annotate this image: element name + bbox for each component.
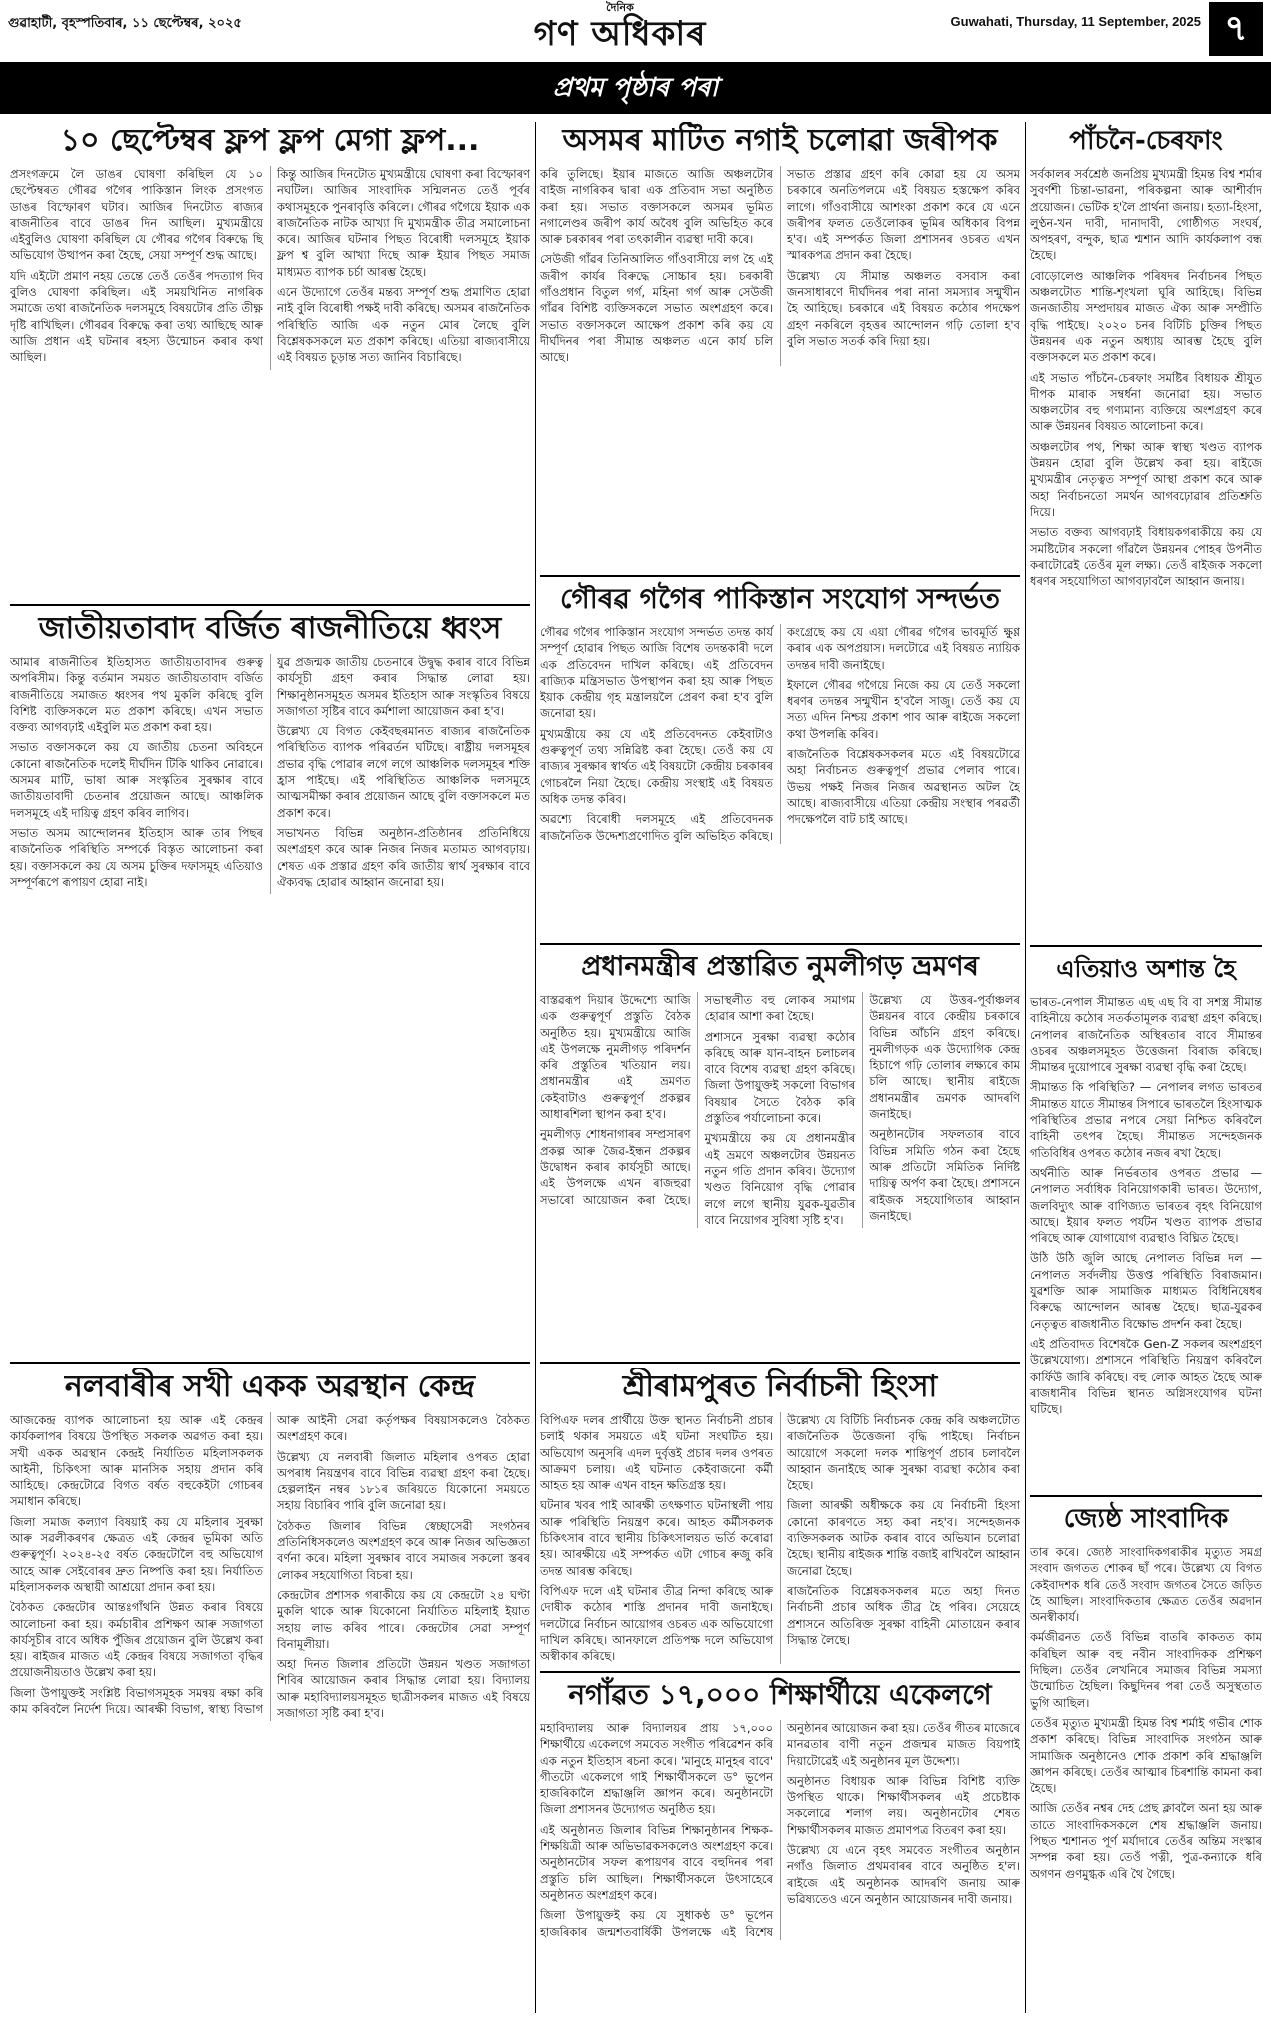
divider	[1030, 945, 1262, 947]
masthead	[0, 0, 1271, 60]
article-paragraph: অঞ্চলটোৰ পথ, শিক্ষা আৰু স্বাস্থ্য খণ্ডত ব্যাপক উন্নয়ন হোৱা বুলি উল্লেখ কৰা হয়। ৰাইজে মুখ্যমন্ত্ৰীৰ নেতৃত্বত সম্পূৰ্ণ আস্থা প্ৰকাশ কৰে আৰু অহা নিৰ্বাচনতো সমৰ্থন আগবঢ়োৱাৰ প্ৰতিশ্ৰুতি দিয়ে।	[1030, 439, 1262, 519]
article-paragraph: যুৱ প্ৰজন্মক জাতীয় চেতনাৰে উদ্বুদ্ধ কৰাৰ বাবে বিভিন্ন কাৰ্যসূচী গ্ৰহণ কৰাৰ সিদ্ধান্ত লোৱা হয়। শিক্ষানুষ্ঠানসমূহত অসমৰ ইতিহাস আৰু সংস্কৃতিৰ বিষয়ে সজাগতা সৃষ্টিৰ বাবে কৰ্মশালা আয়োজন কৰা হ'ব।	[277, 655, 530, 718]
article-paragraph: সভাত বক্তব্য আগবঢ়াই বিধায়কগৰাকীয়ে কয় যে সমষ্টিটোৰ সকলো গাঁৱলৈ উন্নয়নৰ পোহৰ উপনীত কৰাটোৱেই তেওঁৰ মূল লক্ষ্য। তেওঁ ৰাইজক সকলো ধৰণৰ সহযোগিতা আগবঢ়াবলৈ আহ্বান জনায়।	[1030, 525, 1262, 589]
article-paragraph: এই অনুষ্ঠানত জিলাৰ বিভিন্ন শিক্ষানুষ্ঠানৰ শিক্ষক-শিক্ষয়িত্ৰী আৰু অভিভাৱকসকলেও অংশগ্ৰহণ কৰে। অনুষ্ঠানটোৰ সফল ৰূপায়ণৰ বাবে বহুদিনৰ পৰা প্ৰস্তুতি চলি আছিল। শিক্ষাৰ্থীসকলে উৎসাহেৰে অনুষ্ঠানত অংশগ্ৰহণ কৰে।	[540, 1822, 773, 1902]
article-paragraph: অনুষ্ঠানটোৰ সফলতাৰ বাবে বিভিন্ন সমিতি গঠন কৰা হৈছে আৰু প্ৰতিটো সমিতিক নিৰ্দিষ্ট দায়িত্ব অৰ্পণ কৰা হৈছে। প্ৰশাসনে ৰাইজক সহযোগিতাৰ আহ্বান জনাইছে।	[869, 1127, 1020, 1223]
article-panchoi	[1030, 122, 1262, 942]
article-body	[1030, 166, 1262, 593]
article-body	[540, 1412, 1020, 1664]
article-paragraph: সভাখনত বিভিন্ন অনুষ্ঠান-প্ৰতিষ্ঠানৰ প্ৰতিনিধিয়ে অংশগ্ৰহণ কৰে আৰু নিজৰ নিজৰ মতামত আগবঢ়ায়। শেষত এক প্ৰস্তাৱ গ্ৰহণ কৰি জাতীয় স্বাৰ্থ সুৰক্ষাৰ বাবে ঐক্যবদ্ধ হোৱাৰ আহ্বান জনোৱা হয়।	[277, 825, 530, 889]
article-headline: এতিয়াও অশান্ত হৈ	[1056, 955, 1236, 983]
divider	[540, 1671, 1020, 1673]
article-paragraph: কৰি তুলিছে। ইয়াৰ মাজতে আজি অঞ্চলটোৰ বাইজ নাগৰিকৰ দ্বাৰা এক প্ৰতিবাদ সভা অনুষ্ঠিত কৰা হয়। সভাত বক্তাসকলে অসমৰ ভূমিত নগালেণ্ডৰ জৰীপ কাৰ্য অবৈধ বুলি অভিহিত কৰে আৰু চৰকাৰৰ পৰা তৎকালীন ব্যৱস্থা দাবী কৰে।	[540, 167, 773, 247]
article-paragraph: কিন্তু আজিৰ দিনটোত মুখ্যমন্ত্ৰীয়ে ঘোষণা কৰা বিস্ফোৰণ নঘটিল। আজিৰ সাংবাদিক সন্মিলনত তেওঁ পূৰ্বৰ কথাসমূহকে পুনৰাবৃত্তি কৰিলে। গৌৰৱ গগৈয়ে ইয়াক এক ৰাজনৈতিক নাটক আখ্যা দি মুখ্যমন্ত্ৰীক তীব্ৰ সমালোচনা কৰে। আজিৰ ঘটনাৰ পিছত বিৰোধী দলসমূহে ইয়াক ফ্লপ শ্ব বুলি আখ্যা দিছে আৰু ইয়াৰ পিছত সমাজ মাধ্যমত ব্যাপক চৰ্চা আৰম্ভ হৈছে।	[277, 167, 530, 279]
divider	[1030, 1495, 1262, 1497]
article-paragraph: প্ৰশাসনে সুৰক্ষা ব্যৱস্থা কঠোৰ কৰিছে আৰু যান-বাহন চলাচলৰ বাবে বিশেষ ব্যৱস্থা গ্ৰহণ কৰিছে। জিলা উপায়ুক্তই সকলো বিভাগৰ বিষয়াৰ সৈতে বৈঠক কৰি প্ৰস্তুতিৰ পৰ্যালোচনা কৰে।	[704, 1029, 856, 1126]
article-body	[540, 624, 1020, 844]
article-paragraph: নুমলীগড় শোধনাগাৰৰ সম্প্ৰসাৰণ প্ৰকল্প আৰু জৈৱ-ইন্ধন প্ৰকল্পৰ উদ্বোধন কৰাৰ কাৰ্যসূচী আছে। এই উপলক্ষে এখন ৰাজহুৱা সভাৰো আয়োজন কৰা হৈছে। সভাস্থলীত বহু লোকৰ সমাগম হোৱাৰ আশা কৰা হৈছে।	[540, 993, 856, 1207]
article-senior-journalist	[1030, 1500, 1262, 2013]
masthead-date-left: গুৱাহাটী, বৃহস্পতিবাৰ, ১১ ছেপ্টেম্বৰ, ২০২৫	[8, 16, 242, 31]
article-paragraph: সভাত প্ৰস্তাৱ গ্ৰহণ কৰি কোৱা হয় যে অসম চৰকাৰে অনতিপলমে এই বিষয়ত হস্তক্ষেপ কৰিব লাগে। গাঁওবাসীয়ে আশংকা প্ৰকাশ কৰে যে এনে জৰীপৰ ফলত তেওঁলোকৰ ভূমিৰ অধিকাৰ বিপন্ন হ'ব। এই সম্পৰ্কত জিলা প্ৰশাসনৰ ওচৰত এখন স্মাৰকপত্ৰ প্ৰদান কৰা হৈছে।	[787, 167, 1020, 263]
page-number: ৭	[1209, 2, 1263, 56]
article-paragraph: বাস্তৱৰূপ দিয়াৰ উদ্দেশ্যে আজি এক গুৰুত্বপূৰ্ণ প্ৰস্তুতি বৈঠক অনুষ্ঠিত হয়। মুখ্যমন্ত্ৰীয়ে আজি এই উপলক্ষে নুমলীগড় পৰিদৰ্শন কৰি প্ৰস্তুতিৰ খতিয়ান লয়। প্ৰধানমন্ত্ৰীৰ এই ভ্ৰমণত কেইবাটাও গুৰুত্বপূৰ্ণ প্ৰকল্পৰ আধাৰশিলা স্থাপন কৰা হ'ব।	[540, 993, 691, 1122]
article-paragraph: উল্লেখ্য যে নলবাৰী জিলাত মহিলাৰ ওপৰত হোৱা অপৰাধ নিয়ন্ত্ৰণৰ বাবে বিভিন্ন ব্যৱস্থা গ্ৰহণ কৰা হৈছে। হেল্পলাইন নম্বৰ ১৮১ৰ জৰিয়তে যিকোনো সময়তে সহায় বিচাৰিব পাৰি বুলি জনোৱা হয়।	[277, 1449, 530, 1513]
article-paragraph: অৱশ্যে বিৰোধী দলসমূহে এই প্ৰতিবেদনক ৰাজনৈতিক উদ্দেশ্যপ্ৰণোদিত বুলি অভিহিত কৰিছে। কংগ্ৰেছে কয় যে এয়া গৌৰৱ গগৈৰ ভাবমূৰ্তি ক্ষুণ্ণ কৰাৰ এক অপপ্ৰয়াস। দলটোৱে এই বিষয়ত ন্যায়িক তদন্তৰ দাবী জনাইছে।	[540, 625, 1020, 843]
article-body	[10, 1412, 530, 1721]
article-headline: প্ৰধানমন্ত্ৰীৰ প্ৰস্তাৱিত নুমলীগড় ভ্ৰমণৰ	[581, 951, 979, 982]
article-paragraph: যদি এইটো প্ৰমাণ নহয় তেন্তে তেওঁ তেওঁৰ পদত্যাগ দিব বুলিও ঘোষণা কৰিছিল। এই সময়খিনিত নাগৰিক সমাজে তথা ৰাজনৈতিক দলসমূহে বিষয়টোৰ প্ৰতি তীক্ষ্ণ দৃষ্টি ৰাখিছিল। গৌৰৱৰ বিৰুদ্ধে কৰা তথ্য আছিছে আৰু আজি প্ৰধান এই ঘটনাৰ ৰহস্য উন্মোচন কৰাৰ কথা আছিল।	[10, 268, 263, 365]
article-paragraph: তেওঁৰ মৃত্যুত মুখ্যমন্ত্ৰী হিমন্ত বিশ্ব শৰ্মাই গভীৰ শোক প্ৰকাশ কৰিছে। বিভিন্ন সাংবাদিক সংগঠন আৰু সামাজিক অনুষ্ঠানেও শোক প্ৰকাশ কৰি শ্ৰদ্ধাঞ্জলি জ্ঞাপন কৰিছে। তেওঁৰ আত্মাৰ চিৰশান্তি কামনা কৰা হৈছে।	[1030, 1715, 1262, 1796]
article-body	[10, 166, 530, 370]
divider	[540, 943, 1020, 945]
article-paragraph: ভাৰত-নেপাল সীমান্তত এছ এছ বি বা সশস্ত্ৰ সীমান্ত বাহিনীয়ে কঠোৰ সতৰ্কতামূলক ব্যৱস্থা গ্ৰহণ কৰিছে। নেপালৰ ৰাজনৈতিক অস্থিৰতাৰ বাবে সীমান্তৰ ওচৰৰ অঞ্চলসমূহত উত্তেজনা বিৰাজ কৰিছে। সীমান্তৰ দুয়োপাৰে সুৰক্ষা ব্যৱস্থা বৃদ্ধি কৰা হৈছে।	[1030, 995, 1262, 1075]
article-body	[540, 166, 1020, 366]
article-headline: শ্ৰীৰামপুৰত নিৰ্বাচনী হিংসা	[622, 1369, 938, 1404]
article-paragraph: জিলা আৰক্ষী অধীক্ষকে কয় যে নিৰ্বাচনী হিংসা কোনো কাৰণতে সহ্য কৰা নহ'ব। সন্দেহজনক ব্যক্তিসকলক আটক কৰাৰ বাবে অভিযান চলোৱা হৈছে। স্থানীয় ৰাইজক শান্তি বজাই ৰাখিবলৈ আহ্বান জনোৱা হৈছে।	[787, 1498, 1020, 1578]
article-paragraph: কেন্দ্ৰটোৰ প্ৰশাসক গৰাকীয়ে কয় যে কেন্দ্ৰটো ২৪ ঘণ্টা মুকলি থাকে আৰু যিকোনো নিৰ্যাতিত মহিলাই ইয়াত সহায় লাভ কৰিব পাৰে। কেন্দ্ৰটোৰ সেৱা সম্পূৰ্ণ বিনামূলীয়া।	[277, 1587, 530, 1651]
article-paragraph: জিলা সমাজ কল্যাণ বিষয়াই কয় যে মহিলাৰ সুৰক্ষা আৰু সৱলীকৰণৰ ক্ষেত্ৰত এই কেন্দ্ৰৰ ভূমিকা অতি গুৰুত্বপূৰ্ণ। ২০২৪-২৫ বৰ্ষত কেন্দ্ৰটোলৈ বহু অভিযোগ আহে আৰু সেইবোৰৰ দ্ৰুত নিষ্পত্তি কৰা হয়। নিৰ্যাতিত মহিলাসকলক অস্থায়ী আশ্ৰয়ো প্ৰদান কৰা হয়।	[10, 1514, 263, 1594]
paper-tagline: দৈনিক	[606, 1, 634, 14]
divider	[540, 575, 1020, 577]
article-paragraph: বিপিএফ দলৰ প্ৰাৰ্থীয়ে উক্ত স্থানত নিৰ্বাচনী প্ৰচাৰ চলাই থকাৰ সময়তে এই ঘটনা সংঘটিত হয়। অভিযোগ অনুসৰি এদল দুৰ্বৃত্তই প্ৰচাৰ দলৰ ওপৰত আক্ৰমণ চলায়। এই ঘটনাত কেইবাজনো কৰ্মী আহত হয় আৰু এখন বাহন ক্ষতিগ্ৰস্ত হয়।	[540, 1413, 773, 1493]
article-paragraph: এনে উদ্যোগে তেওঁৰ মন্তব্য সম্পূৰ্ণ শুদ্ধ প্ৰমাণিত হোৱা নাই বুলি বিৰোধী পক্ষই দাবী কৰিছে। অসমৰ ৰাজনৈতিক পৰিস্থিতি আজি এক নতুন মোৰ লৈছে বুলি বিশ্লেষকসকলে মত প্ৰকাশ কৰিছে। এতিয়া ৰাজ্যবাসীয়ে এই বিষয়ত চূড়ান্ত সত্য জানিব বিচাৰিছে।	[277, 285, 530, 365]
article-paragraph: আমাৰ ৰাজনীতিৰ ইতিহাসত জাতীয়তাবাদৰ গুৰুত্ব অপৰিসীম। কিন্তু বৰ্তমান সময়ত জাতীয়তাবাদ বৰ্জিত ৰাজনীতিয়ে সমাজত ধ্বংসৰ পথ মুকলি কৰিছে বুলি বিশিষ্ট ব্যক্তিসকলে মত প্ৰকাশ কৰিছে। এখন সভাত বক্তব্য আগবঢ়াই এইবুলি মত প্ৰকাশ কৰা হয়।	[10, 655, 263, 735]
article-paragraph: মুখ্যমন্ত্ৰীয়ে কয় যে এই প্ৰতিবেদনত কেইবাটাও গুৰুত্বপূৰ্ণ তথ্য সন্নিৱিষ্ট কৰা হৈছে। তেওঁ কয় যে ৰাজ্যৰ সুৰক্ষাৰ স্বাৰ্থত এই বিষয়টো কেন্দ্ৰীয় চৰকাৰৰ গোচৰলৈ নিয়া হৈছে। কেন্দ্ৰীয় সংস্থাই এই বিষয়ত অধিক তদন্ত কৰিব।	[540, 726, 773, 806]
article-paragraph: বৈঠকত কেন্দ্ৰটোৰ আন্তঃগাঁথনি উন্নত কৰাৰ বিষয়ে আলোচনা কৰা হয়। কৰ্মচাৰীৰ প্ৰশিক্ষণ আৰু সজাগতা কাৰ্যসূচীৰ বাবে অধিক পুঁজিৰ প্ৰয়োজন বুলি উল্লেখ কৰা হয়। ৰাইজৰ মাজত এই কেন্দ্ৰৰ বিষয়ে সজাগতা বৃদ্ধিৰ প্ৰয়োজনীয়তাও উল্লেখ কৰা হয়।	[10, 1600, 263, 1680]
article-paragraph: বোড়োলেণ্ড আঞ্চলিক পৰিষদৰ নিৰ্বাচনৰ পিছত অঞ্চলটোত শান্তি-শৃংখলা ঘূৰি আহিছে। বিভিন্ন জনজাতীয় সম্প্ৰদায়ৰ মাজত ঐক্য আৰু সম্প্ৰীতি বৃদ্ধি পাইছে। ২০২০ চনৰ বিটিচি চুক্তিৰ পিছত উন্নয়নৰ এক নতুন অধ্যায় আৰম্ভ হৈছে বুলি বক্তাসকলে মত প্ৰকাশ কৰে।	[1030, 268, 1262, 365]
article-paragraph: উঠি উঠি জুলি আছে নেপালত বিভিন্ন দল — নেপালত সৰ্বদলীয় উত্তপ্ত পৰিস্থিতি বিৰাজমান। যুৱশক্তি আৰু সামাজিক মাধ্যমত বিধিনিষেধৰ বিৰুদ্ধে আন্দোলন আৰম্ভ হৈছে। ছাত্ৰ-যুৱকৰ নেতৃত্বত ৰাজধানীত বিক্ষোভ প্ৰদৰ্শন কৰা হৈছে।	[1030, 1251, 1262, 1331]
article-paragraph: বিপিএফ দলে এই ঘটনাৰ তীব্ৰ নিন্দা কৰিছে আৰু দোষীক কঠোৰ শাস্তি প্ৰদানৰ দাবী জনাইছে। দলটোৱে নিৰ্বাচন আয়োগৰ ওচৰত এক অভিযোগো দাখিল কৰিছে। আনফালে প্ৰতিপক্ষ দলে অভিযোগ অস্বীকাৰ কৰিছে।	[540, 1583, 773, 1664]
article-paragraph: সভাত বক্তাসকলে কয় যে জাতীয় চেতনা অবিহনে কোনো ৰাজনৈতিক দলেই দীৰ্ঘদিন টিকি থাকিব নোৱাৰে। অসমৰ মাটি, ভাষা আৰু সংস্কৃতিৰ সুৰক্ষাৰ বাবে জাতীয়তাবাদী চেতনাৰ প্ৰয়োজন আছে। আঞ্চলিক দলসমূহে এই দায়িত্ব গ্ৰহণ কৰিব লাগিব।	[10, 740, 263, 820]
article-paragraph: উল্লেখ্য যে সীমান্ত অঞ্চলত বসবাস কৰা জনসাধাৰণে দীৰ্ঘদিনৰ পৰা নানা সমস্যাৰ সন্মুখীন হৈ আহিছে। চৰকাৰে এই বিষয়ত কঠোৰ পদক্ষেপ গ্ৰহণ নকৰিলে বৃহত্তৰ আন্দোলন গঢ়ি তোলা হ'ব বুলি সভাত সতৰ্ক কৰি দিয়া হয়।	[787, 268, 1020, 348]
article-paragraph: আজকেন্দ্ৰ ব্যাপক আলোচনা হয় আৰু এই কেন্দ্ৰৰ কাৰ্যকলাপৰ বিষয়ে উপস্থিত সকলক অৱগত কৰা হয়। সখী একক অৱস্থান কেন্দ্ৰই নিৰ্যাতিত মহিলাসকলক আইনী, চিকিৎসা আৰু মানসিক সহায় প্ৰদান কৰি আহিছে। কেন্দ্ৰটোৱে বিগত বৰ্ষত বহুকেইটা গোচৰৰ সমাধান কৰিছে।	[10, 1413, 263, 1509]
article-headline: জাতীয়তাবাদ বৰ্জিত ৰাজনীতিয়ে ধ্বংস	[38, 611, 502, 646]
section-title: প্ৰথম পৃষ্ঠাৰ পৰা	[0, 62, 1271, 114]
article-paragraph: উল্লেখ্য যে বিগত কেইবছৰমানত ৰাজ্যৰ ৰাজনৈতিক পৰিস্থিতিত ব্যাপক পৰিৱৰ্তন ঘটিছে। ৰাষ্ট্ৰীয় দলসমূহৰ প্ৰভাৱ বৃদ্ধি পোৱাৰ লগে লগে আঞ্চলিক দলসমূহৰ শক্তি হ্ৰাস পাইছে। এই পৰিস্থিতিত আঞ্চলিক দলসমূহে আত্মসমীক্ষা কৰাৰ প্ৰয়োজন আছে বুলি বক্তাসকলে মত প্ৰকাশ কৰে।	[277, 724, 530, 820]
article-paragraph: সৰ্বকালৰ সৰ্বশ্ৰেষ্ঠ জনপ্ৰিয় মুখ্যমন্ত্ৰী হিমন্ত বিশ্ব শৰ্মাৰ সুবৰ্ণশী চিন্তা-ভাৱনা, পৰিকল্পনা আৰু আশীৰ্বাদ প্ৰয়োজন। ভেটিক হ'লৈ প্ৰাৰ্থনা জনায়। হত্যা-হিংসা, লুণ্ঠন-খন দাবী, দানাদাবী, গোষ্ঠীগত সংঘৰ্ষ, অপহৰণ, বন্দুক, ছাত্ৰ শ্মশান আদি কাৰ্যকলাপ বন্ধ হৈছে।	[1030, 167, 1262, 263]
divider	[10, 604, 530, 606]
article-headline: ১০ ছেপ্টেম্বৰ ফ্লপ ফ্লপ মেগা ফ্লপ...	[60, 123, 480, 158]
article-body	[540, 1720, 1020, 1940]
paper-name: গণ অধিকাৰ	[533, 14, 707, 54]
article-body	[1030, 994, 1262, 1421]
article-body	[540, 992, 1020, 1228]
masthead-date-right: Guwahati, Thursday, 11 September, 2025	[950, 14, 1201, 29]
article-paragraph: অনুষ্ঠানত বিধায়ক আৰু বিভিন্ন বিশিষ্ট ব্যক্তি উপস্থিত থাকে। শিক্ষাৰ্থীসকলৰ এই প্ৰচেষ্টাক সকলোৱে শলাগ লয়। অনুষ্ঠানটোৰ শেষত শিক্ষাৰ্থীসকলৰ মাজত প্ৰমাণপত্ৰ বিতৰণ কৰা হয়।	[787, 1773, 1020, 1837]
divider	[540, 1362, 1020, 1364]
article-paragraph: জিলা উপায়ুক্তই সংশ্লিষ্ট বিভাগসমূহক সমন্বয় ৰক্ষা কৰি কাম কৰিবলৈ নিৰ্দেশ দিয়ে। আৰক্ষী বিভাগ, স্বাস্থ্য বিভাগ আৰু আইনী সেৱা কৰ্তৃপক্ষৰ বিষয়াসকলেও বৈঠকত অংশগ্ৰহণ কৰে।	[10, 1413, 530, 1717]
article-paragraph: মুখ্যমন্ত্ৰীয়ে কয় যে প্ৰধানমন্ত্ৰীৰ এই ভ্ৰমণে অঞ্চলটোৰ উন্নয়নত নতুন গতি প্ৰদান কৰিব। উদ্যোগ খণ্ডত বিনিয়োগ বৃদ্ধি পোৱাৰ লগে লগে স্থানীয় যুৱক-যুৱতীৰ বাবে নিয়োগৰ সুবিধা সৃষ্টি হ'ব।	[704, 1131, 856, 1227]
article-body	[10, 654, 530, 894]
article-headline: নলবাৰীৰ সখী একক অৱস্থান কেন্দ্ৰ	[64, 1369, 476, 1404]
article-paragraph: সীমান্তত কি পৰিস্থিতি? — নেপালৰ লগত ভাৰতৰ সীমান্তত যাতে সীমান্তৰ সিপাৰে ভাৰতলৈ হিংসাত্মক পৰিস্থিতিৰ প্ৰভাৱ নপৰে সেয়া নিশ্চিত কৰিবলৈ বাহিনী তৎপৰ হৈছে। সীমান্তত সন্দেহজনক গতিবিধিৰ ওপৰত কঠোৰ নজৰ ৰখা হৈছে।	[1030, 1080, 1262, 1160]
article-paragraph: আজি তেওঁৰ নশ্বৰ দেহ প্ৰেছ ক্লাবলৈ অনা হয় আৰু তাতে সাংবাদিকসকলে শেষ শ্ৰদ্ধাঞ্জলি জনায়। পিছত শ্মশানত পূৰ্ণ মৰ্যাদাৰে তেওঁৰ অন্তিম সংস্কাৰ সম্পন্ন কৰা হয়। তেওঁ পত্নী, পুত্ৰ-কন্যাকে ধৰি অগণন গুণমুগ্ধক এৰি থৈ গৈছে।	[1030, 1801, 1262, 1881]
article-paragraph: বৈঠকত জিলাৰ বিভিন্ন স্বেচ্ছাসেৱী সংগঠনৰ প্ৰতিনিধিসকলেও অংশগ্ৰহণ কৰে আৰু নিজৰ অভিজ্ঞতা বৰ্ণনা কৰে। মহিলা সুৰক্ষাৰ বাবে সমাজৰ সকলো স্তৰৰ লোকৰ সহযোগিতা বিচৰা হয়।	[277, 1518, 530, 1582]
article-body	[1030, 1544, 1262, 1886]
article-paragraph: এই প্ৰতিবাদত বিশেষকৈ Gen-Z সকলৰ অংশগ্ৰহণ উল্লেখযোগ্য। প্ৰশাসনে পৰিস্থিতি নিয়ন্ত্ৰণ কৰিবলৈ কাৰ্ফিউ জাৰি কৰিছে। বহু লোক আহত হৈছে আৰু ৰাজধানীৰ বিভিন্ন স্থানত অগ্নিসংযোগৰ ঘটনা ঘটিছে।	[1030, 1336, 1262, 1417]
article-gaurav	[540, 580, 1020, 940]
article-paragraph: উল্লেখ্য যে উত্তৰ-পূৰ্বাঞ্চলৰ উন্নয়নৰ বাবে কেন্দ্ৰীয় চৰকাৰে বিভিন্ন আঁচনি গ্ৰহণ কৰিছে। নুমলীগড়ক এক উদ্যোগিক কেন্দ্ৰ হিচাপে গঢ়ি তোলাৰ লক্ষ্যৰে কাম চলি আছে। স্থানীয় ৰাইজে প্ৰধানমন্ত্ৰীৰ ভ্ৰমণক আদৰণি জনাইছে।	[869, 993, 1020, 1122]
article-paragraph: জিলা উপায়ুক্তই কয় যে সুধাকণ্ঠ ড° ভূপেন হাজৰিকাৰ জন্মশতবাৰ্ষিকী উপলক্ষে এই বিশেষ অনুষ্ঠানৰ আয়োজন কৰা হয়। তেওঁৰ গীতৰ মাজেৰে মানৱতাৰ বাণী নতুন প্ৰজন্মৰ মাজত বিয়পাই দিয়াটোৱেই এই অনুষ্ঠানৰ মূল উদ্দেশ্য।	[540, 1721, 1020, 1939]
article-headline: পাঁচনৈ-চেৰফাং	[1069, 126, 1223, 156]
article-jatiyotabad	[10, 610, 530, 1360]
article-paragraph: উল্লেখ্য যে বিটিচি নিৰ্বাচনক কেন্দ্ৰ কৰি অঞ্চলটোত ৰাজনৈতিক উত্তেজনা বৃদ্ধি পাইছে। নিৰ্বাচন আয়োগে সকলো দলক শান্তিপূৰ্ণ প্ৰচাৰ চলাবলৈ আহ্বান জনাইছে আৰু সুৰক্ষা ব্যৱস্থা কঠোৰ কৰা হৈছে।	[787, 1413, 1020, 1493]
article-paragraph: মহাবিদ্যালয় আৰু বিদ্যালয়ৰ প্ৰায় ১৭,০০০ শিক্ষাৰ্থীয়ে একেলগে সমবেত সংগীত পৰিৱেশন কৰি এক নতুন ইতিহাস ৰচনা কৰে। 'মানুহে মানুহৰ বাবে' গীতটো একেলগে গাই শিক্ষাৰ্থীসকলে ড° ভূপেন হাজৰিকালৈ শ্ৰদ্ধাঞ্জলি জ্ঞাপন কৰে। অনুষ্ঠানটো জিলা প্ৰশাসনৰ উদ্যোগত অনুষ্ঠিত হয়।	[540, 1721, 773, 1817]
article-flop	[10, 122, 530, 602]
column-divider	[535, 122, 536, 2013]
masthead-logo	[480, 2, 760, 54]
article-headline: নগাঁৱত ১৭,০০০ শিক্ষাৰ্থীয়ে একেলগে	[568, 1678, 992, 1711]
article-paragraph: ৰাজনৈতিক বিশ্লেষকসকলৰ মতে অহা দিনত নিৰ্বাচনী প্ৰচাৰ অধিক তীব্ৰ হৈ পৰিব। সেয়েহে প্ৰশাসনে অতিৰিক্ত সুৰক্ষা বাহিনী মোতায়েন কৰাৰ সিদ্ধান্ত লৈছে।	[787, 1583, 1020, 1647]
article-headline: অসমৰ মাটিত নগাই চলোৱা জৰীপক	[562, 123, 998, 158]
divider	[10, 1362, 530, 1364]
article-paragraph: এই সভাত পাঁচনৈ-চেৰফাং সমষ্টিৰ বিধায়ক শ্ৰীযুত দীপক মাৰাক সম্বৰ্ধনা জনোৱা হয়। সভাত অঞ্চলটোৰ বহু গণ্যমান্য ব্যক্তিয়ে অংশগ্ৰহণ কৰে আৰু উন্নয়নৰ বিষয়ত আলোচনা কৰে।	[1030, 370, 1262, 434]
article-paragraph: অৰ্থনীতি আৰু নিৰ্ভৰতাৰ ওপৰত প্ৰভাৱ — নেপালত সৰ্বাধিক বিনিয়োগকাৰী ভাৰত। উদ্যোগ, জলবিদ্যুৎ আৰু বাণিজ্যত ভাৰতৰ বৃহৎ বিনিয়োগ আছে। ইয়াৰ ফলত পৰ্যটন খণ্ডত ব্যাপক প্ৰভাৱ পৰিছে আৰু যোগাযোগ ব্যৱস্থাও বিঘ্নিত হৈছে।	[1030, 1165, 1262, 1246]
article-numaligarh	[540, 948, 1020, 1358]
article-nolbari	[10, 1368, 530, 2013]
article-paragraph: ঘটনাৰ খবৰ পাই আৰক্ষী তৎক্ষণাত ঘটনাস্থলী পায় আৰু পৰিস্থিতি নিয়ন্ত্ৰণ কৰে। আহত কৰ্মীসকলক চিকিৎসাৰ বাবে স্থানীয় চিকিৎসালয়ত ভৰ্তি কৰোৱা হয়। আৰক্ষীয়ে এই সম্পৰ্কত এটা গোচৰ ৰুজু কৰি তদন্ত আৰম্ভ কৰিছে।	[540, 1498, 773, 1578]
article-paragraph: সভাত অসম আন্দোলনৰ ইতিহাস আৰু তাৰ পিছৰ ৰাজনৈতিক পৰিস্থিতি সম্পৰ্কে বিস্তৃত আলোচনা কৰা হয়। বক্তাসকলে কয় যে অসম চুক্তিৰ দফাসমূহ এতিয়াও সম্পূৰ্ণৰূপে ৰূপায়ণ হোৱা নাই।	[10, 825, 263, 889]
column-divider	[1025, 122, 1026, 2013]
article-srirampur	[540, 1368, 1020, 1668]
article-seventeen-thousand	[540, 1676, 1020, 2013]
article-paragraph: ৰাজনৈতিক বিশ্লেষকসকলৰ মতে এই বিষয়টোৱে অহা নিৰ্বাচনত গুৰুত্বপূৰ্ণ প্ৰভাৱ পেলাব পাৰে। উভয় পক্ষই নিজৰ নিজৰ অৱস্থানত অটল হৈ আছে। ৰাজ্যবাসীয়ে এতিয়া কেন্দ্ৰীয় সংস্থাৰ পৰৱৰ্তী পদক্ষেপলৈ বাট চাই আছে।	[787, 747, 1020, 827]
article-paragraph: তাৰ কৰে। জ্যেষ্ঠ সাংবাদিকগৰাকীৰ মৃত্যুত সমগ্ৰ সংবাদ জগতত শোকৰ ছাঁ পৰে। উল্লেখ্য যে বিগত কেইবাদশক ধৰি তেওঁ সংবাদ জগতৰ সৈতে জড়িত হৈ আছিল। সাংবাদিকতাৰ ক্ষেত্ৰত তেওঁৰ অৱদান অনস্বীকাৰ্য।	[1030, 1545, 1262, 1625]
article-paragraph: প্ৰসংগক্ৰমে লৈ ডাঙৰ ঘোষণা কৰিছিল যে ১০ ছেপ্টেম্বৰত গৌৰৱ গগৈৰ পাকিস্তান লিংক প্ৰসংগত ডাঙৰ বিস্ফোৰণ ঘটাব। আজিৰ দিনটোত ৰাজ্যৰ ৰাজনীতিৰ বাবে ডাঙৰ দিন আছিল। মুখ্যমন্ত্ৰীয়ে এইবুলিও ঘোষণা কৰিছিল যে গৌৰৱ গগৈৰ বিৰুদ্ধে ছি অভিযোগ উত্থাপন কৰা হৈছে, সেয়া সম্পূৰ্ণ শুদ্ধ আছে।	[10, 167, 263, 263]
article-paragraph: অহা দিনত জিলাৰ প্ৰতিটো উন্নয়ন খণ্ডত সজাগতা শিবিৰ আয়োজন কৰাৰ সিদ্ধান্ত লোৱা হয়। বিদ্যালয় আৰু মহাবিদ্যালয়সমূহত ছাত্ৰীসকলৰ মাজত এই বিষয়ে সজাগতা সৃষ্টি কৰা হ'ব।	[277, 1657, 530, 1721]
article-paragraph: সেউজী গাঁৱৰ তিনিআলিত গাঁওবাসীয়ে লগ হৈ এই জৰীপ কাৰ্যৰ বিৰুদ্ধে সোচ্চাৰ হয়। চৰকাৰী গাঁওপ্ৰধান বিতুল গৰ্গ, মহিনা গৰ্গ আৰু সেউজী গাঁৱৰ বিশিষ্ট ব্যক্তিসকলে সভাত অংশগ্ৰহণ কৰে। সভাত বক্তাসকলে আক্ষেপ প্ৰকাশ কৰি কয় যে দীৰ্ঘদিনৰ পৰা সীমান্ত অঞ্চলত এনে কাৰ্য চলি আছে।	[540, 252, 773, 365]
article-paragraph: ইফালে গৌৰৱ গগৈয়ে নিজে কয় যে তেওঁ সকলো ধৰণৰ তদন্তৰ সন্মুখীন হ'বলৈ সাজু। তেওঁ কয় যে সত্য এদিন নিশ্চয় প্ৰকাশ পাব আৰু ৰাইজে সকলো কথা উপলব্ধি কৰিব।	[787, 677, 1020, 741]
article-ashanta	[1030, 950, 1262, 1490]
article-headline: জ্যেষ্ঠ সাংবাদিক	[1063, 1504, 1229, 1534]
article-jorip	[540, 122, 1020, 572]
article-paragraph: উল্লেখ্য যে এনে বৃহৎ সমবেত সংগীতৰ অনুষ্ঠান নগাঁও জিলাত প্ৰথমবাৰৰ বাবে অনুষ্ঠিত হ'ল। ৰাইজে এই অনুষ্ঠানক আদৰণি জনায় আৰু ভৱিষ্যতেও এনে অনুষ্ঠান আয়োজনৰ দাবী জনায়।	[787, 1843, 1020, 1906]
article-headline: গৌৰৱ গগৈৰ পাকিস্তান সংযোগ সন্দৰ্ভত	[559, 582, 1001, 615]
article-paragraph: গৌৰৱ গগৈৰ পাকিস্তান সংযোগ সন্দৰ্ভত তদন্ত কাৰ্য সম্পূৰ্ণ হোৱাৰ পিছত আজি বিশেষ তদন্তকাৰী দলে এক প্ৰতিবেদন দাখিল কৰিছে। এই প্ৰতিবেদন ৰাজ্যিক মন্ত্ৰিসভাত উপস্থাপন কৰা হয় আৰু পিছত ইয়াক কেন্দ্ৰীয় গৃহ মন্ত্ৰালয়লৈ প্ৰেৰণ কৰা হ'ব বুলি জনোৱা হয়।	[540, 625, 773, 721]
article-paragraph: কৰ্মজীৱনত তেওঁ বিভিন্ন বাতৰি কাকতত কাম কৰিছিল আৰু বহু নবীন সাংবাদিকক প্ৰশিক্ষণ দিছিল। তেওঁৰ লেখনিৰে সমাজৰ বিভিন্ন সমস্যা উন্মোচিত হৈছিল। কিছুদিনৰ পৰা তেওঁ অসুস্থতাত ভুগি আছিল।	[1030, 1630, 1262, 1710]
